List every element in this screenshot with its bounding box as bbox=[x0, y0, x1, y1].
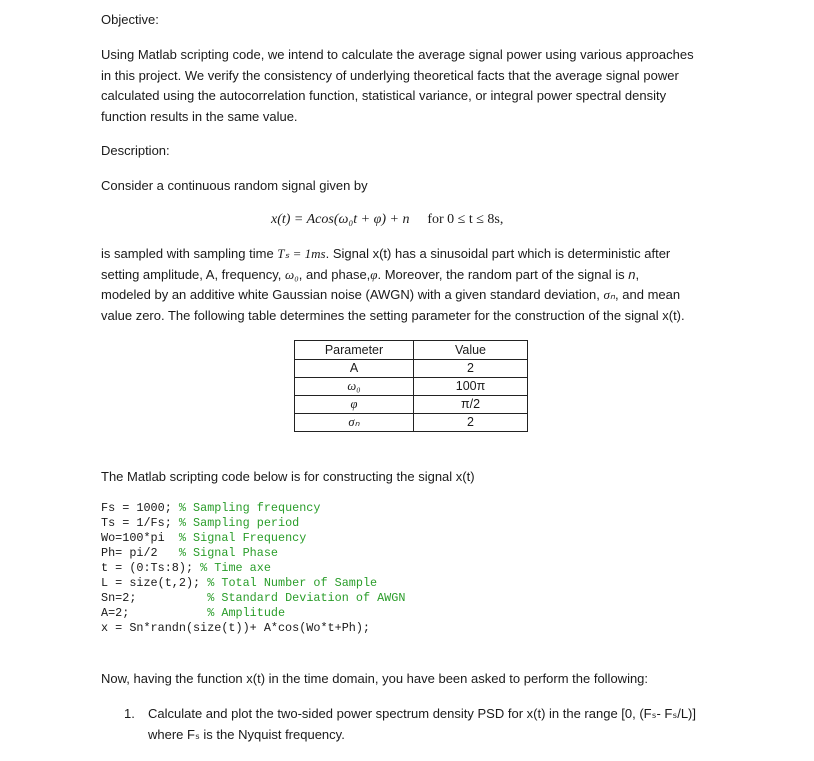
task-item-line: Calculate and plot the two-sided power spectrum density PSD for x(t) in the range [0, (Fₛ- Fₛ/L)] bbox=[148, 706, 696, 721]
code-line: L = size(t,2); % Total Number of Sample bbox=[101, 576, 378, 591]
code-line: A=2; % Amplitude bbox=[101, 606, 286, 621]
parameter-table bbox=[294, 340, 528, 432]
code-line: Wo=100*pi % Signal Frequency bbox=[101, 531, 307, 546]
table-row bbox=[295, 360, 528, 378]
noise-symbol: n bbox=[628, 266, 636, 282]
objective-paragraph bbox=[101, 45, 694, 127]
task-item-number: 1. bbox=[124, 706, 135, 721]
objective-line: in this project. We verify the consistency of underlying theoretical facts that the average signal power bbox=[101, 67, 679, 83]
table-header-row bbox=[295, 341, 528, 360]
table-header-value: Value bbox=[414, 341, 528, 360]
code-intro: The Matlab scripting code below is for constructing the signal x(t) bbox=[101, 469, 475, 484]
task-intro: Now, having the function x(t) in the time domain, you have been asked to perform the following: bbox=[101, 671, 649, 686]
table-row bbox=[295, 414, 528, 432]
table-cell-parameter: φ bbox=[295, 396, 414, 414]
objective-line: function results in the same value. bbox=[101, 108, 298, 124]
description-heading: Description: bbox=[101, 143, 170, 158]
objective-line: calculated using the autocorrelation function, statistical variance, or integral power spectral density bbox=[101, 88, 667, 104]
description-line: value zero. The following table determines the setting parameter for the construction of the signal x(t). bbox=[101, 307, 685, 323]
description-body bbox=[101, 244, 685, 326]
table-cell-value: 100π bbox=[414, 378, 528, 396]
table-cell-parameter: ω₀ bbox=[295, 378, 414, 396]
code-comment: % Total Number of Sample bbox=[207, 576, 378, 591]
signal-equation bbox=[271, 208, 503, 230]
table-cell-value: 2 bbox=[414, 414, 528, 432]
code-line: t = (0:Ts:8); % Time axe bbox=[101, 561, 271, 576]
objective-line: Using Matlab scripting code, we intend to calculate the average signal power using various approaches bbox=[101, 47, 694, 62]
code-line: Ph= pi/2 % Signal Phase bbox=[101, 546, 278, 561]
code-comment: % Time axe bbox=[200, 561, 271, 576]
table-header-parameter: Parameter bbox=[295, 341, 414, 360]
table-row bbox=[295, 378, 528, 396]
code-comment: % Amplitude bbox=[207, 606, 286, 621]
table-cell-value: 2 bbox=[414, 360, 528, 378]
code-line: Sn=2; % Standard Deviation of AWGN bbox=[101, 591, 406, 606]
table-cell-value: π/2 bbox=[414, 396, 528, 414]
code-line: x = Sn*randn(size(t))+ A*cos(Wo*t+Ph); bbox=[101, 621, 371, 636]
code-comment: % Signal Phase bbox=[178, 546, 278, 561]
sigma-symbol: σₙ bbox=[603, 287, 616, 303]
code-comment: % Sampling period bbox=[178, 516, 300, 531]
objective-heading: Objective: bbox=[101, 12, 159, 27]
code-line: Fs = 1000; % Sampling frequency bbox=[101, 501, 321, 515]
phi-symbol: φ bbox=[370, 266, 378, 282]
task-item-line: where Fₛ is the Nyquist frequency. bbox=[148, 726, 345, 742]
table-cell-parameter: A bbox=[295, 360, 414, 378]
description-intro: Consider a continuous random signal given by bbox=[101, 178, 368, 193]
description-line: is sampled with sampling time Tₛ = 1ms. Signal x(t) has a sinusoidal part which is deterministic after bbox=[101, 246, 671, 261]
table-row bbox=[295, 396, 528, 414]
code-line: Ts = 1/Fs; % Sampling period bbox=[101, 516, 300, 531]
equation-lhs: x(t) = Acos(ω₀t + φ) + n bbox=[271, 212, 410, 227]
description-line: setting amplitude, A, frequency, ω₀, and phase,φ. Moreover, the random part of the signal is n, bbox=[101, 266, 640, 282]
omega-symbol: ω₀ bbox=[285, 266, 299, 282]
matlab-code-block bbox=[101, 501, 405, 636]
task-item bbox=[148, 704, 696, 745]
code-comment: % Sampling frequency bbox=[178, 501, 321, 515]
description-line: modeled by an additive white Gaussian noise (AWGN) with a given standard deviation, σₙ, and mean bbox=[101, 287, 681, 303]
code-comment: % Standard Deviation of AWGN bbox=[207, 591, 406, 606]
sampling-time-symbol: Tₛ = 1ms bbox=[277, 246, 326, 261]
equation-condition: for 0 ≤ t ≤ 8s, bbox=[427, 212, 504, 227]
table-cell-parameter: σₙ bbox=[295, 414, 414, 432]
code-comment: % Signal Frequency bbox=[178, 531, 307, 546]
